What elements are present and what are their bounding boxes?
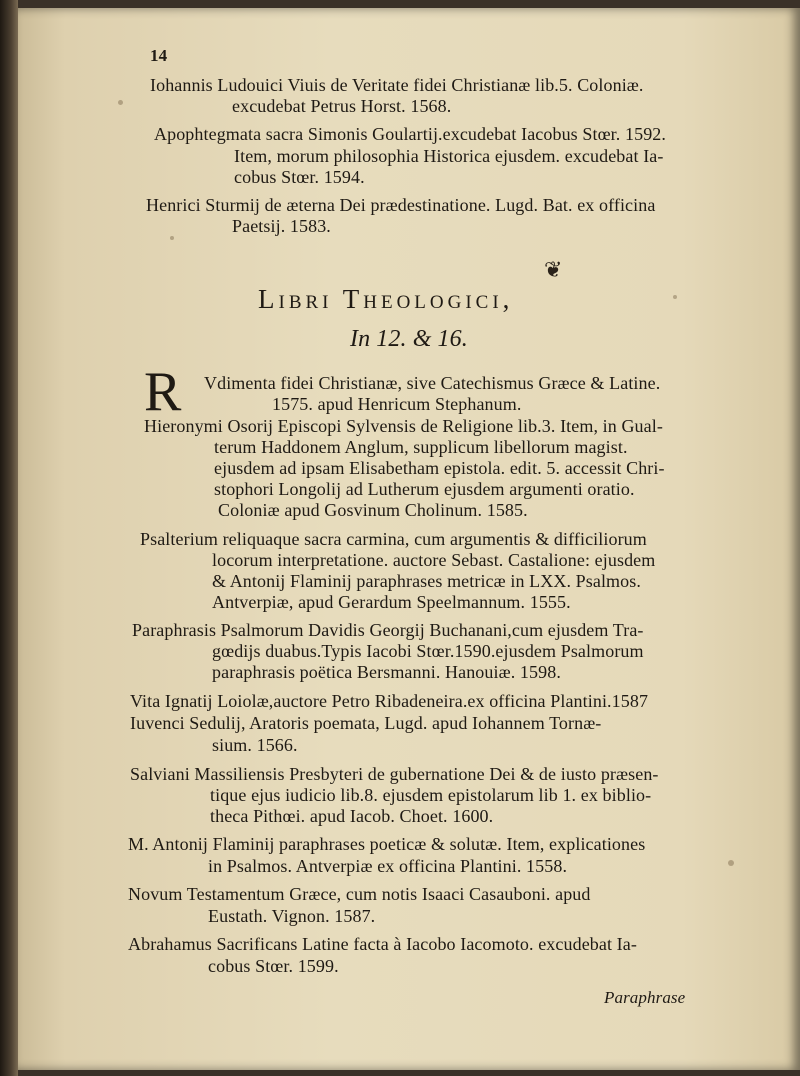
entry-line: Paetsij. 1583. <box>232 216 331 236</box>
entry-line: & Antonij Flaminij paraphrases metricæ in LXX. Psalmos. <box>212 571 641 591</box>
entry-line: Iuvenci Sedulij, Aratoris poemata, Lugd. apud Iohannem Tornæ- <box>130 713 602 733</box>
entry-line: Hieronymi Osorij Episcopi Sylvensis de Religione lib.3. Item, in Gual- <box>144 416 663 436</box>
entry-line: stophori Longolij ad Lutherum ejusdem argumenti oratio. <box>214 479 635 499</box>
entry-line: excudebat Petrus Horst. 1568. <box>232 96 452 116</box>
entry-line: 1575. apud Henricum Stephanum. <box>272 394 522 414</box>
entry-line: Henrici Sturmij de æterna Dei prædestinatione. Lugd. Bat. ex officina <box>146 195 656 215</box>
entry-line: Paraphrasis Psalmorum Davidis Georgij Buchanani,cum ejusdem Tra- <box>132 620 644 640</box>
entry-line: M. Antonij Flaminij paraphrases poeticæ & solutæ. Item, explicationes <box>128 834 646 854</box>
entry-line: theca Pithœi. apud Iacob. Choet. 1600. <box>210 806 494 826</box>
entry-line: Vdimenta fidei Christianæ, sive Catechismus Græce & Latine. <box>204 373 661 393</box>
entry-line: Iohannis Ludouici Viuis de Veritate fidei Christianæ lib.5. Coloniæ. <box>150 75 644 95</box>
entry-line: paraphrasis poëtica Bersmanni. Hanouiæ. 1598. <box>212 662 561 682</box>
entry-line: sium. 1566. <box>212 735 298 755</box>
entry-line: locorum interpretatione. auctore Sebast. Castalione: ejusdem <box>212 550 656 570</box>
entry-line: terum Haddonem Anglum, supplicum libellorum magist. <box>214 437 628 457</box>
foxing-spot <box>673 295 677 299</box>
entry-line: Salviani Massiliensis Presbyteri de gubernatione Dei & de iusto præsen- <box>130 764 659 784</box>
foxing-spot <box>170 236 174 240</box>
entry-line: Coloniæ apud Gosvinum Cholinum. 1585. <box>218 500 528 520</box>
entry-line: Novum Testamentum Græce, cum notis Isaaci Casauboni. apud <box>128 884 591 904</box>
entry-line: in Psalmos. Antverpiæ ex officina Plantini. 1558. <box>208 856 568 876</box>
entry-line: Abrahamus Sacrificans Latine facta à Iacobo Iacomoto. excudebat Ia- <box>128 934 637 954</box>
entry-line: cobus Stœr. 1599. <box>208 956 339 976</box>
entry-line: ejusdem ad ipsam Elisabetham epistola. edit. 5. accessit Chri- <box>214 458 665 478</box>
drop-cap: R <box>144 361 182 423</box>
entry-line: tique ejus iudicio lib.8. ejusdem epistolarum lib 1. ex biblio- <box>210 785 652 805</box>
entry-line: Psalterium reliquaque sacra carmina, cum argumentis & difficiliorum <box>140 529 647 549</box>
section-subheading: In 12. & 16. <box>350 326 468 352</box>
book-page <box>18 8 800 1070</box>
entry-line: cobus Stœr. 1594. <box>234 167 365 187</box>
entry-line: Eustath. Vignon. 1587. <box>208 906 376 926</box>
entry-line: Item, morum philosophia Historica ejusdem. excudebat Ia- <box>234 146 664 166</box>
foxing-spot <box>118 100 123 105</box>
entry-line: gœdijs duabus.Typis Iacobi Stœr.1590.ejusdem Psalmorum <box>212 641 644 661</box>
ornament-icon: ❦ <box>544 258 563 283</box>
page-number: 14 <box>150 46 168 65</box>
catchword: Paraphrase <box>604 988 686 1007</box>
book-spine <box>0 0 18 1076</box>
foxing-spot <box>728 860 734 866</box>
entry-line: Antverpiæ, apud Gerardum Speelmannum. 1555. <box>212 592 571 612</box>
entry-line: Vita Ignatij Loiolæ,auctore Petro Ribadeneira.ex officina Plantini.1587 <box>130 691 649 711</box>
section-heading: Libri Theologici, <box>258 284 514 314</box>
entry-line: Apophtegmata sacra Simonis Goulartij.excudebat Iacobus Stœr. 1592. <box>154 124 666 144</box>
